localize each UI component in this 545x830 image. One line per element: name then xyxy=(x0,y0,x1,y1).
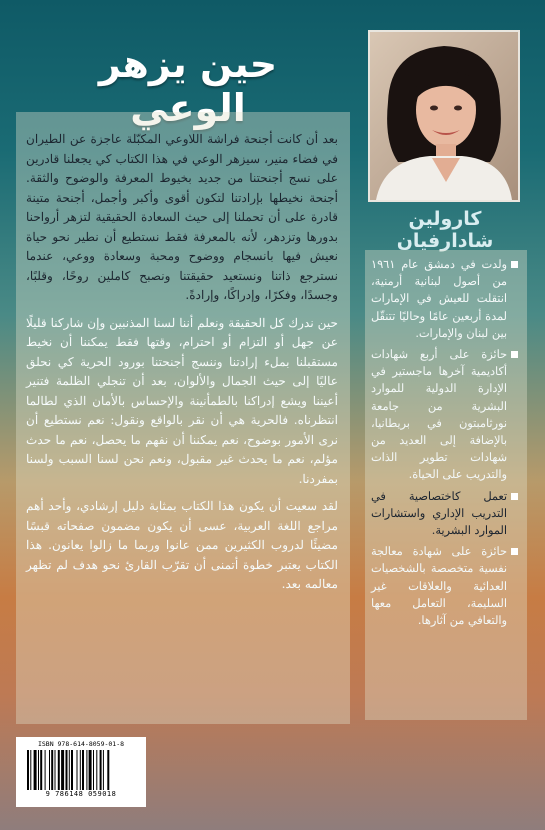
barcode-bar xyxy=(66,750,68,790)
isbn-label: ISBN 978-614-8059-01-8 xyxy=(37,740,125,748)
bio-item-text: تعمل كاختصاصية في التدريب الإداري واستشارات الموارد البشرية. xyxy=(371,489,507,538)
bio-item-text: ولدت في دمشق عام ١٩٦١ من أصول لبنانية أرمنية، انتقلت للعيش في الإمارات لمدة أربعين عامًا وحاليًا تتنقّل بين لبنان والإمارات. xyxy=(371,258,507,340)
square-bullet-icon xyxy=(511,351,518,358)
barcode-bar xyxy=(34,750,37,790)
author-name: كارولين شادارفيان xyxy=(396,208,494,252)
barcode-bar xyxy=(96,750,97,790)
bio-item xyxy=(371,488,518,540)
author-photo xyxy=(368,30,520,202)
bio-item-text: حائزة على شهادة معالجة نفسية متخصصة بالشخصيات العدائية والعلاقات غير السليمة، التعامل معها والتعافي من آثارها. xyxy=(371,545,507,628)
bio-item-text: حائزة على أربع شهادات أكاديمية آخرها ماجستير في الإدارة الدولية للموارد البشرية من جامعة نورثامبتون في بريطانيا، بالإضافة إلى العديد من شهادات تطوير الذات والتدريب على الحياة. xyxy=(371,348,507,482)
bio-item xyxy=(371,543,518,629)
barcode-bar xyxy=(71,750,73,790)
barcode-bar xyxy=(86,750,87,790)
square-bullet-icon xyxy=(511,548,518,555)
isbn-barcode xyxy=(16,737,146,807)
barcode-bar xyxy=(58,750,60,790)
barcode-bar xyxy=(100,750,102,790)
barcode-bar xyxy=(49,750,50,790)
barcode-bars-icon xyxy=(25,750,137,790)
barcode-bar xyxy=(45,750,46,790)
author-bio-panel xyxy=(365,250,527,720)
barcode-bar xyxy=(89,750,92,790)
barcode-bar xyxy=(93,750,94,790)
square-bullet-icon xyxy=(511,261,518,268)
author-portrait-illustration xyxy=(370,32,518,200)
synopsis-paragraph-2: حين ندرك كل الحقيقة ونعلم أننا لسنا المذنبين وإن شاركنا قليلًا عن جهل أو التزام أو احترام، وقتها فقط يمكننا أن نخيط مستقبلنا بملء إرادتنا وننسج أجنحتنا بورود الحرية كي نحلق عاليًا إلى حيث الجمال والألوان، بعد أن تنجلي الظلمة فتنير أعيننا ويشع إدراكنا بالطمأنينة والإحساس بالأمان الذي لطالما انتظرناه. فالحرية هي أن نقر بالواقع ونقول: نعم نستطيع أن نرى الأمور بوضوح، نعم يمكننا أن نفهم ما يحصل، نعم ما حدث مؤلم، نعم ما يحدث غير مقبول، ونعم نحن لسنا السبب ولسنا بمفردنا. xyxy=(26,315,338,486)
synopsis-paragraph-3: لقد سعيت أن يكون هذا الكتاب بمثابة دليل إرشادي، وأحد أهم مراجع اللغة العربية، عسى أن يكون مضمون صفحاته قبسًا مضيئًا لدروب الكثيرين ممن عانوا وربما ما زالوا يعانون. هذا الكتاب يعتبر خطوة أتمنى أن تقرّب القارئ نحو هدف لم تظهر معالمه بعد. xyxy=(26,499,338,591)
bio-item xyxy=(371,346,518,484)
barcode-bar xyxy=(40,750,42,790)
barcode-bar xyxy=(55,750,56,790)
barcode-bar xyxy=(80,750,81,790)
barcode-bar xyxy=(38,750,39,790)
square-bullet-icon xyxy=(511,493,518,500)
barcode-bar xyxy=(30,750,31,790)
isbn-digits: 9 786148 059018 xyxy=(45,790,117,798)
bio-item xyxy=(371,256,518,342)
barcode-bar xyxy=(27,750,29,790)
barcode-bar xyxy=(61,750,64,790)
barcode-bar xyxy=(82,750,84,790)
barcode-bar xyxy=(69,750,70,790)
barcode-bar xyxy=(51,750,53,790)
synopsis-panel xyxy=(16,112,350,724)
book-title: حين يزهر الوعي xyxy=(98,42,278,130)
barcode-bar xyxy=(107,750,109,790)
synopsis-paragraph-1: بعد أن كانت أجنحة فراشة اللاوعي المكبّلة عاجزة عن الطيران في فضاء منير، سيزهر الوعي في هذا الكتاب كي يجعلنا قادرين على نسج أجنحتنا من جديد بخيوط المعرفة والوضوح والثقة. أجنحة نخيطها بإرادتنا لتكون أقوى وأكبر وأجمل، أجنحة متينة قادرة على أن تحملنا إلى حيث السعادة الحقيقية لتزهر أرواحنا بدورها وتزدهر، لأنه بالمعرفة فقط نستطيع أن نطير نحو حياة نعيش فيها بانسجام ووضوح ومحبة وسعادة ووعي، عندما نسترجع ذاتنا ونستعيد حقيقتنا ونصبح كاملين روحًا، وقلبًا، وجسدًا، وفكرًا، وإدراكًا، وإرادةً. xyxy=(26,132,338,302)
barcode-bar xyxy=(103,750,104,790)
barcode-bar xyxy=(77,750,78,790)
